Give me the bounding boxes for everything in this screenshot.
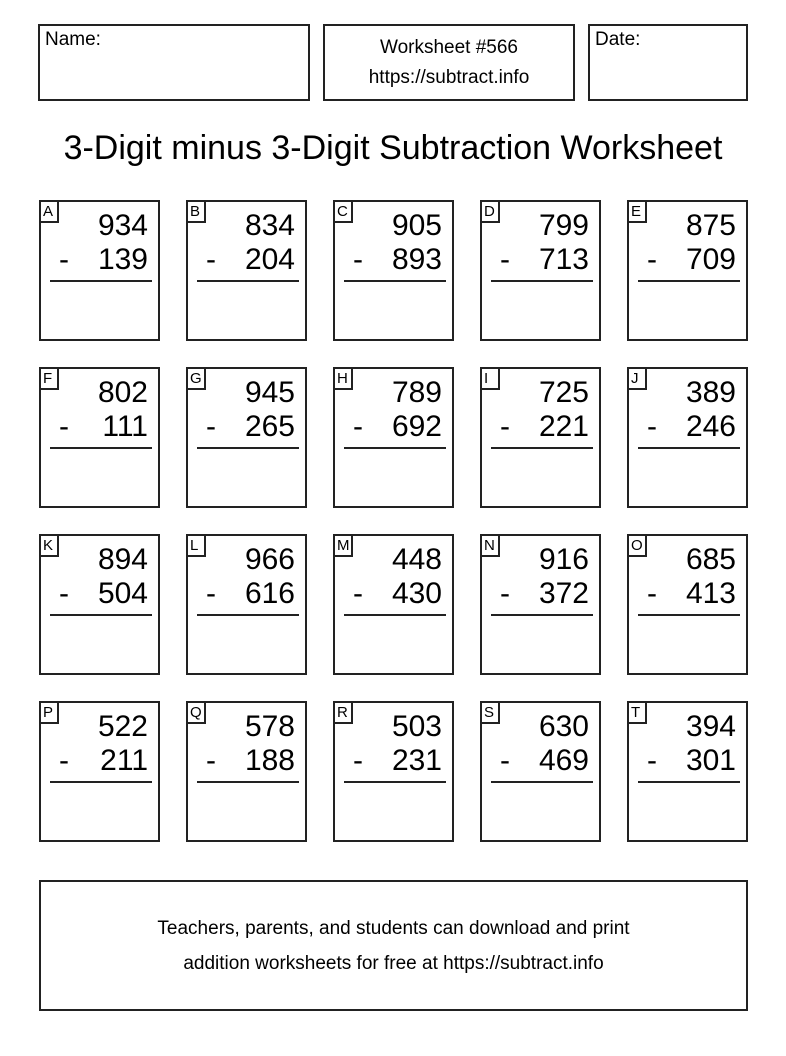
problem-letter: P [39, 701, 59, 724]
problem-letter: J [627, 367, 647, 390]
minuend: 789 [391, 376, 442, 409]
subtrahend: 893 [391, 243, 442, 276]
footer-note [39, 880, 748, 1011]
answer-line [638, 614, 740, 616]
problem-letter: I [480, 367, 500, 390]
minus-sign: - [353, 744, 363, 777]
subtrahend: 188 [244, 744, 295, 777]
answer-line [638, 280, 740, 282]
answer-line [491, 781, 593, 783]
problem-card [333, 534, 454, 675]
minus-sign: - [206, 744, 216, 777]
minus-sign: - [353, 410, 363, 443]
answer-line [197, 280, 299, 282]
subtrahend: 246 [685, 410, 736, 443]
minus-sign: - [647, 744, 657, 777]
problem-letter: K [39, 534, 59, 557]
answer-line [344, 614, 446, 616]
problem-card [186, 701, 307, 842]
minus-sign: - [500, 577, 510, 610]
minuend: 945 [244, 376, 295, 409]
subtrahend: 139 [97, 243, 148, 276]
subtrahend: 713 [538, 243, 589, 276]
minuend: 578 [244, 710, 295, 743]
answer-line [491, 614, 593, 616]
answer-line [50, 280, 152, 282]
answer-line [197, 781, 299, 783]
footer-line-2: addition worksheets for free at https://subtract.info [183, 952, 604, 974]
answer-line [638, 447, 740, 449]
subtrahend: 469 [538, 744, 589, 777]
minus-sign: - [206, 243, 216, 276]
problem-letter: F [39, 367, 59, 390]
subtrahend: 692 [391, 410, 442, 443]
minus-sign: - [353, 577, 363, 610]
subtrahend: 709 [685, 243, 736, 276]
subtrahend: 413 [685, 577, 736, 610]
problem-letter: O [627, 534, 647, 557]
problem-letter: C [333, 200, 353, 223]
subtrahend: 301 [685, 744, 736, 777]
answer-line [50, 781, 152, 783]
minuend: 802 [97, 376, 148, 409]
minus-sign: - [647, 577, 657, 610]
worksheet-number: Worksheet #566 [379, 36, 518, 58]
minus-sign: - [647, 410, 657, 443]
problem-card [333, 367, 454, 508]
problem-card [39, 367, 160, 508]
date-label: Date: [595, 29, 641, 50]
problem-card [333, 200, 454, 341]
problem-letter: A [39, 200, 59, 223]
date-field[interactable] [588, 24, 748, 101]
footer-line-1: Teachers, parents, and students can download and print [157, 917, 630, 939]
minus-sign: - [500, 243, 510, 276]
minuend: 799 [538, 209, 589, 242]
minus-sign: - [59, 577, 69, 610]
answer-line [197, 614, 299, 616]
problem-card [480, 701, 601, 842]
answer-line [50, 447, 152, 449]
subtrahend: 111 [102, 410, 148, 443]
problem-letter: N [480, 534, 500, 557]
minus-sign: - [500, 410, 510, 443]
problem-letter: E [627, 200, 647, 223]
answer-line [344, 781, 446, 783]
minuend: 875 [685, 209, 736, 242]
problem-card [186, 200, 307, 341]
subtrahend: 616 [244, 577, 295, 610]
minuend: 685 [685, 543, 736, 576]
problem-letter: H [333, 367, 353, 390]
problem-letter: S [480, 701, 500, 724]
minus-sign: - [206, 410, 216, 443]
problem-letter: Q [186, 701, 206, 724]
minuend: 934 [97, 209, 148, 242]
problem-card [480, 200, 601, 341]
subtrahend: 504 [97, 577, 148, 610]
problem-letter: T [627, 701, 647, 724]
problem-card [480, 534, 601, 675]
problem-letter: G [186, 367, 206, 390]
problem-card [627, 367, 748, 508]
minus-sign: - [647, 243, 657, 276]
problem-card [480, 367, 601, 508]
minuend: 503 [391, 710, 442, 743]
answer-line [197, 447, 299, 449]
minus-sign: - [353, 243, 363, 276]
subtrahend: 221 [538, 410, 589, 443]
minus-sign: - [206, 577, 216, 610]
minuend: 389 [685, 376, 736, 409]
problem-card [627, 701, 748, 842]
minuend: 834 [244, 209, 295, 242]
minuend: 725 [538, 376, 589, 409]
name-field[interactable] [38, 24, 310, 101]
minus-sign: - [500, 744, 510, 777]
problem-letter: D [480, 200, 500, 223]
problem-card [39, 534, 160, 675]
minuend: 894 [97, 543, 148, 576]
problem-letter: M [333, 534, 353, 557]
subtrahend: 265 [244, 410, 295, 443]
minuend: 966 [244, 543, 295, 576]
problem-card [627, 534, 748, 675]
minuend: 630 [538, 710, 589, 743]
problem-card [39, 701, 160, 842]
page-title: 3-Digit minus 3-Digit Subtraction Worksheet [63, 129, 723, 167]
subtrahend: 430 [391, 577, 442, 610]
answer-line [344, 280, 446, 282]
minuend: 448 [391, 543, 442, 576]
subtrahend: 211 [100, 744, 148, 777]
problem-card [39, 200, 160, 341]
minuend: 916 [538, 543, 589, 576]
subtrahend: 372 [538, 577, 589, 610]
minuend: 522 [97, 710, 148, 743]
problem-card [627, 200, 748, 341]
minus-sign: - [59, 410, 69, 443]
worksheet-info-box [323, 24, 575, 101]
minuend: 394 [685, 710, 736, 743]
answer-line [50, 614, 152, 616]
answer-line [491, 447, 593, 449]
minus-sign: - [59, 744, 69, 777]
answer-line [344, 447, 446, 449]
problem-card [186, 367, 307, 508]
problem-letter: R [333, 701, 353, 724]
name-label: Name: [45, 29, 101, 50]
problem-card [333, 701, 454, 842]
answer-line [491, 280, 593, 282]
worksheet-url: https://subtract.info [368, 66, 530, 88]
answer-line [638, 781, 740, 783]
problem-letter: L [186, 534, 206, 557]
minuend: 905 [391, 209, 442, 242]
subtrahend: 231 [391, 744, 442, 777]
problem-card [186, 534, 307, 675]
subtrahend: 204 [244, 243, 295, 276]
problem-letter: B [186, 200, 206, 223]
minus-sign: - [59, 243, 69, 276]
